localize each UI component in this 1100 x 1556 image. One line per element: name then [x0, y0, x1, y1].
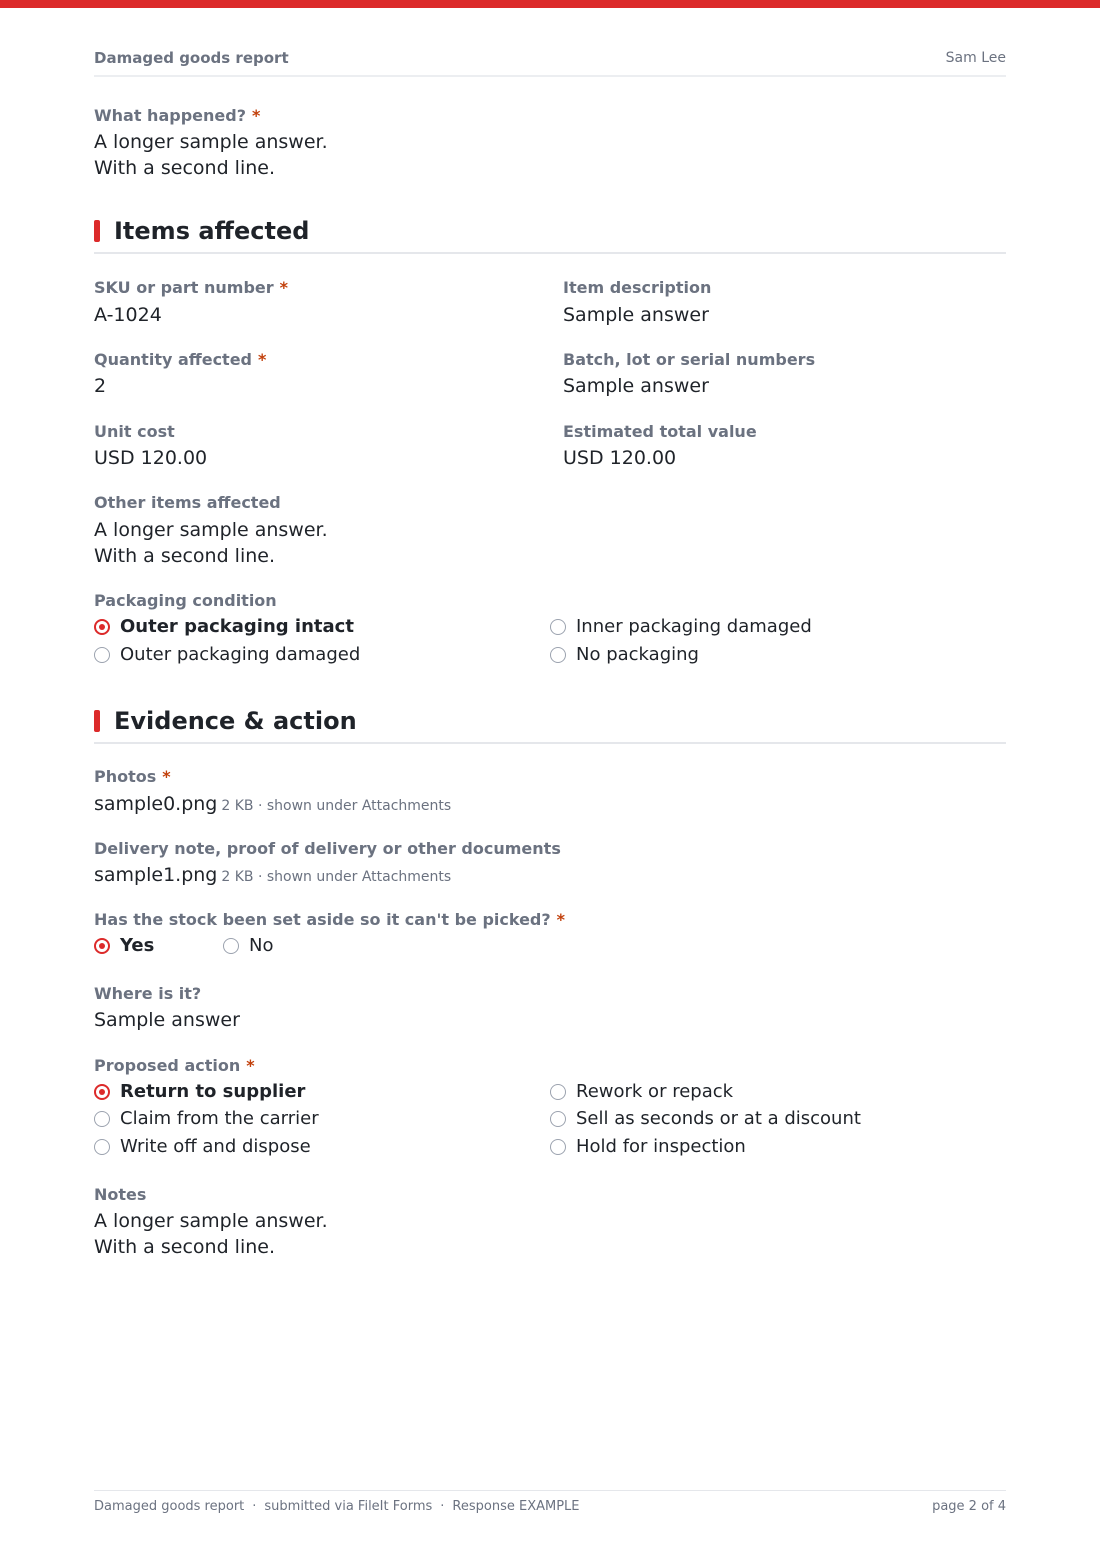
section-accent-bar — [94, 220, 100, 242]
radio-icon — [550, 1084, 566, 1100]
quantity-value: 2 — [94, 375, 107, 397]
footer-separator: · — [440, 1499, 445, 1514]
required-marker: * — [162, 767, 171, 786]
section-title: Evidence & action — [114, 707, 357, 735]
radio-icon — [550, 1139, 566, 1155]
required-marker: * — [258, 350, 267, 369]
footer-response: Response EXAMPLE — [452, 1499, 580, 1514]
radio-selected-icon — [94, 1084, 110, 1100]
what-happened-label: What happened? * — [94, 106, 261, 125]
total-value-value: USD 120.00 — [563, 447, 677, 469]
footer-submitted: submitted via FileIt Forms — [264, 1499, 433, 1514]
quantity-label: Quantity affected * — [94, 350, 267, 369]
submitter-name: Sam Lee — [945, 50, 1006, 66]
proposed-action-label: Proposed action * — [94, 1056, 255, 1075]
section-accent-bar — [94, 710, 100, 732]
packaging-label: Packaging condition — [94, 591, 277, 610]
document-title: Damaged goods report — [94, 49, 289, 67]
accent-top-bar — [0, 0, 1100, 8]
item-description-value: Sample answer — [563, 304, 709, 326]
unit-cost-value: USD 120.00 — [94, 447, 208, 469]
attachment-meta: 2 KB · shown under Attachments — [221, 869, 452, 885]
notes-value: A longer sample answer. With a second line. — [94, 1210, 328, 1258]
radio-icon — [550, 647, 566, 663]
document-header — [94, 48, 1006, 77]
attachment-filename[interactable]: sample1.png — [94, 864, 218, 886]
radio-icon — [94, 647, 110, 663]
footer-separator: · — [252, 1499, 257, 1514]
sku-value: A-1024 — [94, 304, 162, 326]
radio-selected-icon — [94, 938, 110, 954]
set-aside-label: Has the stock been set aside so it can't be picked? * — [94, 910, 566, 929]
radio-icon — [94, 1111, 110, 1127]
photos-attachment — [94, 791, 451, 819]
required-marker: * — [556, 910, 566, 929]
radio-icon — [550, 619, 566, 635]
attachment-filename[interactable]: sample0.png — [94, 793, 218, 815]
sku-label: SKU or part number * — [94, 278, 289, 297]
radio-icon — [94, 1139, 110, 1155]
what-happened-value: A longer sample answer. With a second line. — [94, 131, 328, 179]
footer-form-name: Damaged goods report — [94, 1499, 245, 1514]
radio-selected-icon — [94, 619, 110, 635]
location-value: Sample answer — [94, 1009, 240, 1031]
page-footer — [94, 1490, 1006, 1520]
photos-label: Photos * — [94, 767, 171, 786]
other-items-value: A longer sample answer. With a second line. — [94, 519, 328, 567]
required-marker: * — [279, 278, 289, 297]
documents-attachment — [94, 862, 451, 890]
footer-info — [94, 1499, 580, 1514]
location-label: Where is it? — [94, 984, 202, 1003]
section-items-affected — [94, 216, 1006, 254]
section-title: Items affected — [114, 217, 310, 245]
item-description-label: Item description — [563, 278, 712, 297]
notes-label: Notes — [94, 1185, 147, 1204]
batch-value: Sample answer — [563, 375, 709, 397]
required-marker: * — [251, 106, 261, 125]
other-items-label: Other items affected — [94, 493, 281, 512]
total-value-label: Estimated total value — [563, 422, 757, 441]
batch-label: Batch, lot or serial numbers — [563, 350, 816, 369]
section-evidence-action — [94, 706, 1006, 744]
radio-icon — [550, 1111, 566, 1127]
required-marker: * — [246, 1056, 255, 1075]
attachment-meta: 2 KB · shown under Attachments — [221, 798, 452, 814]
documents-label: Delivery note, proof of delivery or other documents — [94, 839, 561, 858]
radio-icon — [223, 938, 239, 954]
page-number: page 2 of 4 — [932, 1499, 1006, 1514]
unit-cost-label: Unit cost — [94, 422, 175, 441]
